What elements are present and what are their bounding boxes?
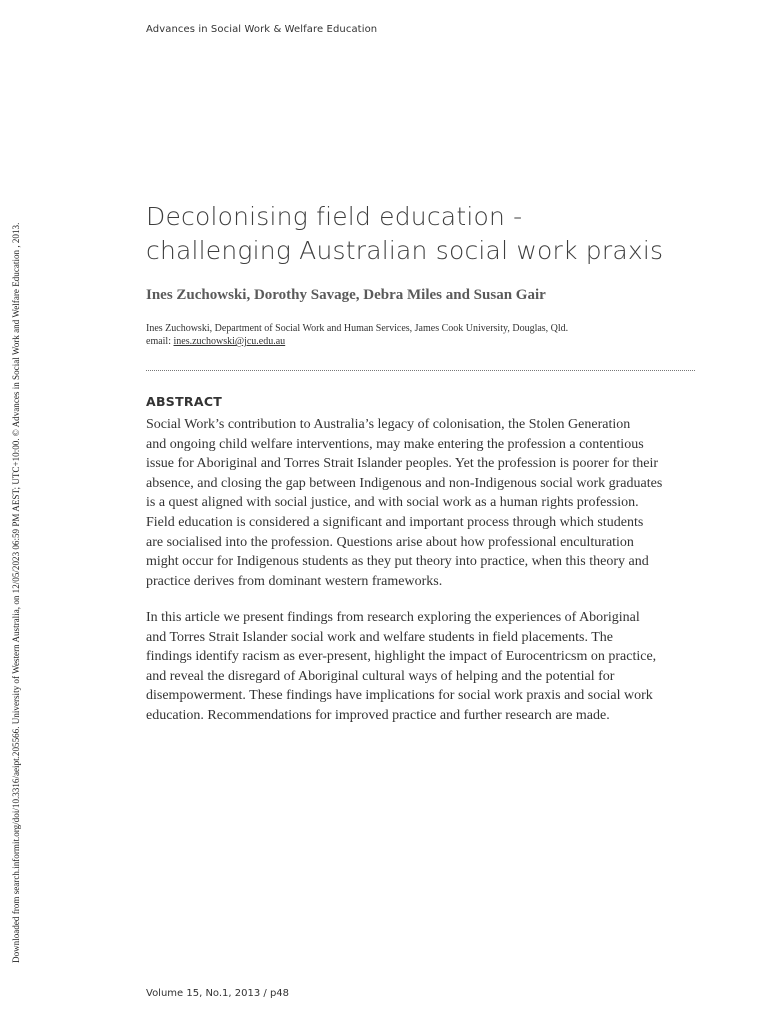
email-label: email: [146,336,174,347]
text-line: education. Recommendations for improved practice and further research are made. [146,707,610,723]
affiliation-text: Ines Zuchowski, Department of Social Work and Human Services, James Cook University, Douglas, Qld. [146,323,569,334]
author-list: Ines Zuchowski, Dorothy Savage, Debra Miles and Susan Gair [146,287,546,303]
abstract-paragraph-1 [146,415,706,591]
abstract-paragraph-2 [146,608,706,726]
text-line: and Torres Strait Islander social work and welfare students in field placements. The [146,629,613,645]
article-title [146,200,726,268]
page-footer: Volume 15, No.1, 2013 / p48 [146,988,290,999]
section-divider [146,370,695,371]
text-line: and reveal the disregard of Aboriginal cultural ways of helping and the potential for [146,668,615,684]
text-line: is a quest aligned with social justice, and with social work as a human rights profession. [146,495,639,511]
text-line: are socialised into the profession. Questions arise about how professional enculturation [146,534,634,550]
text-line: Social Work’s contribution to Australia’s legacy of colonisation, the Stolen Generation [146,417,631,432]
text-line: findings identify racism as ever-present, highlight the impact of Eurocentricsm on practice, [146,649,657,665]
title-line: Decolonising field education - [146,202,523,231]
text-line: issue for Aboriginal and Torres Strait Islander peoples. Yet the profession is poorer for their [146,456,658,472]
email-line [146,335,568,348]
affiliation-block [146,322,568,348]
download-note-text: Downloaded from search.informit.org/doi/10.3316/aeipt.205566. University of Western Australia, on 12/05/2023 06:59 PM AEST; UTC+10:00. © Advances in Social Work and Welfare Education , 2013. [11,222,21,963]
text-line: absence, and closing the gap between Indigenous and non-Indigenous social work graduates [146,475,663,491]
title-line: challenging Australian social work praxis [146,236,664,265]
text-line: Field education is considered a significant and important process through which students [146,514,644,530]
download-note [0,0,20,1024]
running-head: Advances in Social Work & Welfare Education [146,24,378,35]
text-line: In this article we present findings from research exploring the experiences of Aboriginal [146,610,640,625]
text-line: practice derives from dominant western frameworks. [146,573,443,589]
abstract-heading: ABSTRACT [146,394,223,409]
text-line: might occur for Indigenous students as they put theory into practice, when this theory and [146,554,649,570]
email-link[interactable]: ines.zuchowski@jcu.edu.au [173,336,286,347]
text-line: disempowerment. These findings have implications for social work praxis and social work [146,688,653,704]
text-line: and ongoing child welfare interventions, may make entering the profession a contentious [146,436,644,452]
